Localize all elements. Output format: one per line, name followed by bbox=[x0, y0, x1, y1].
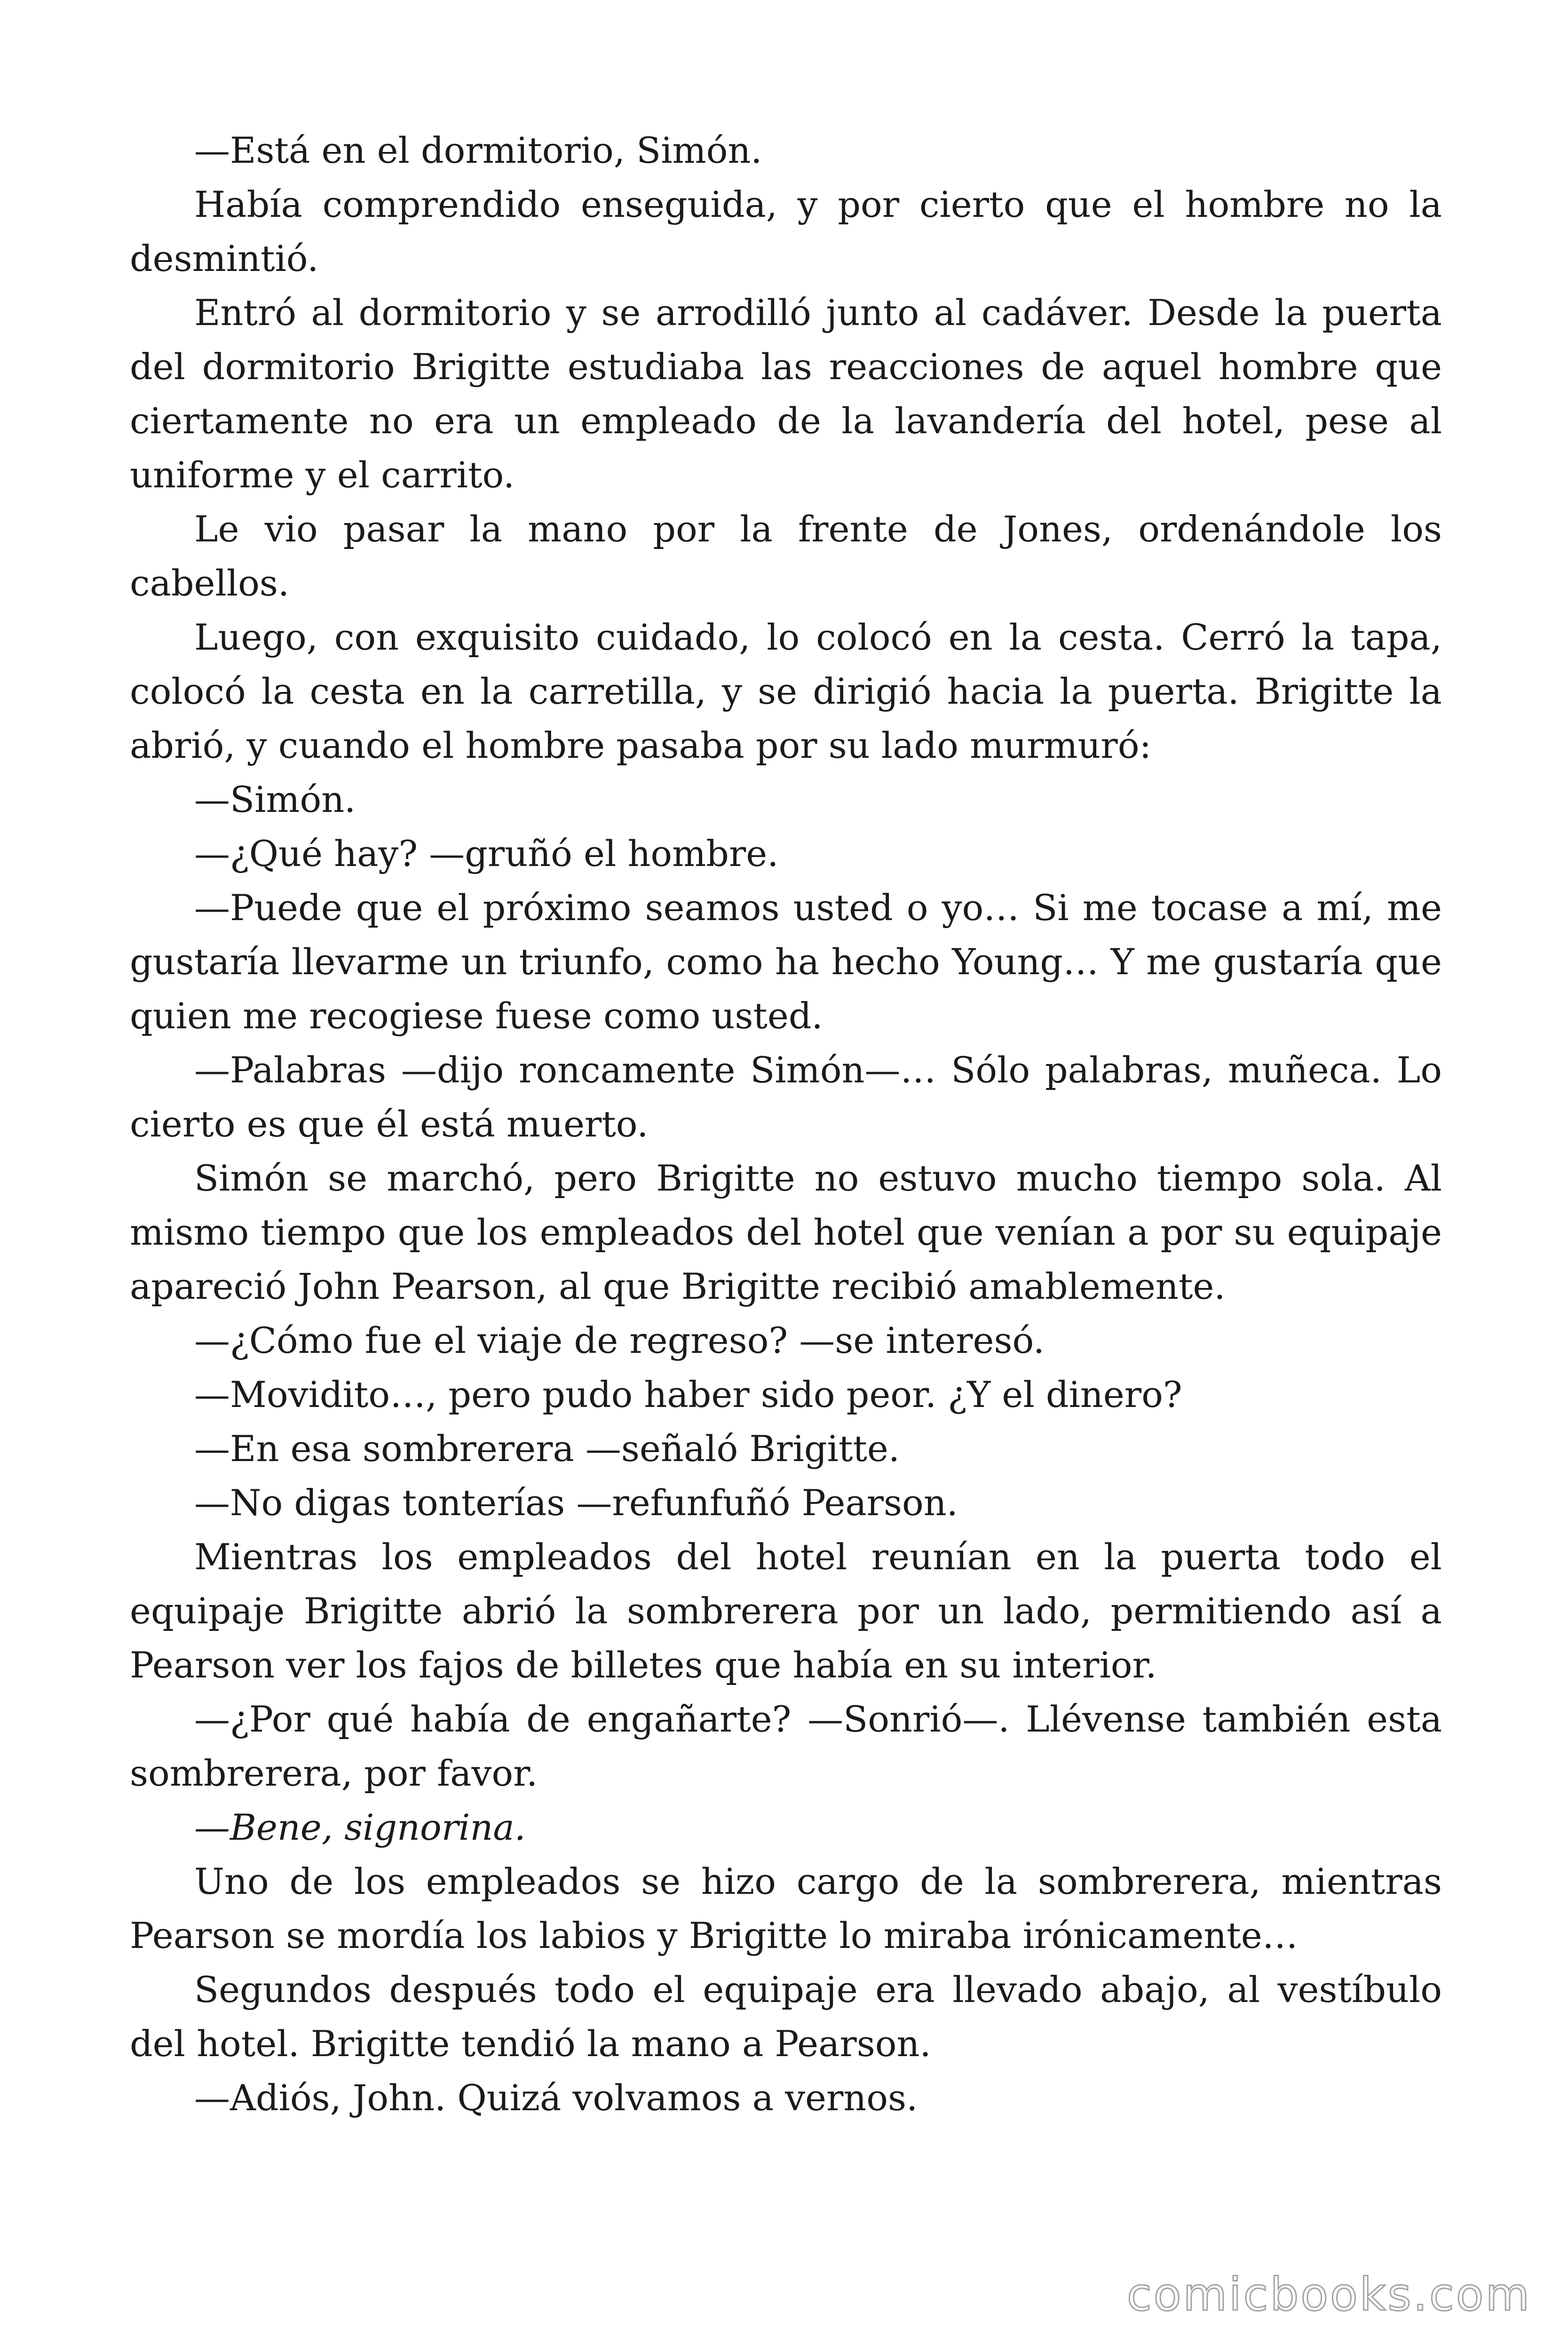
paragraph: —¿Por qué había de engañarte? —Sonrió—. Llévense también esta sombrerera, por favor. bbox=[130, 1698, 1442, 1794]
paragraph: Simón se marchó, pero Brigitte no estuvo mucho tiempo sola. Al mismo tiempo que los empleados del hotel que venían a por su equipaje apareció John Pearson, al que Brigitte recibió amablemente. bbox=[130, 1157, 1442, 1307]
paragraph: Mientras los empleados del hotel reunían en la puerta todo el equipaje Brigitte abrió la sombrerera por un lado, permitiendo así a Pearson ver los fajos de billetes que había en su interior. bbox=[130, 1536, 1442, 1686]
paragraph: Uno de los empleados se hizo cargo de la sombrerera, mientras Pearson se mordía los labios y Brigitte lo miraba irónicamente… bbox=[130, 1860, 1442, 1956]
paragraph: Segundos después todo el equipaje era llevado abajo, al vestíbulo del hotel. Brigitte tendió la mano a Pearson. bbox=[130, 1969, 1442, 2065]
page-body bbox=[130, 123, 1442, 2125]
paragraph-italic: —Bene, signorina. bbox=[194, 1806, 526, 1848]
paragraph: Había comprendido enseguida, y por cierto que el hombre no la desmintió. bbox=[130, 183, 1442, 279]
paragraph: —¿Cómo fue el viaje de regreso? —se interesó. bbox=[194, 1319, 1045, 1361]
paragraph: —No digas tonterías —refunfuñó Pearson. bbox=[194, 1482, 958, 1524]
paragraph: Luego, con exquisito cuidado, lo colocó en la cesta. Cerró la tapa, colocó la cesta en la carretilla, y se dirigió hacia la puerta. Brigitte la abrió, y cuando el hombre pasaba por su lado murmuró: bbox=[130, 616, 1442, 766]
paragraph: —Está en el dormitorio, Simón. bbox=[194, 129, 762, 171]
paragraph: —Palabras —dijo roncamente Simón—… Sólo palabras, muñeca. Lo cierto es que él está muerto. bbox=[130, 1049, 1442, 1145]
paragraph: Le vio pasar la mano por la frente de Jones, ordenándole los cabellos. bbox=[130, 508, 1442, 604]
paragraph: —Movidito…, pero pudo haber sido peor. ¿Y el dinero? bbox=[194, 1374, 1182, 1415]
paragraph: —Adiós, John. Quizá volvamos a vernos. bbox=[194, 2077, 918, 2119]
paragraph: —¿Qué hay? —gruñó el hombre. bbox=[194, 833, 779, 874]
paragraph: —Puede que el próximo seamos usted o yo… Si me tocase a mí, me gustaría llevarme un triunfo, como ha hecho Young… Y me gustaría que quien me recogiese fuese como usted. bbox=[130, 887, 1442, 1037]
watermark: comicbooks.com bbox=[1126, 2268, 1531, 2321]
paragraph: —Simón. bbox=[194, 779, 356, 820]
paragraph: Entró al dormitorio y se arrodilló junto al cadáver. Desde la puerta del dormitorio Brigitte estudiaba las reacciones de aquel hombre que ciertamente no era un empleado de la lavandería del hotel, pese al uniforme y el carrito. bbox=[130, 292, 1442, 496]
paragraph: —En esa sombrerera —señaló Brigitte. bbox=[194, 1428, 900, 1470]
